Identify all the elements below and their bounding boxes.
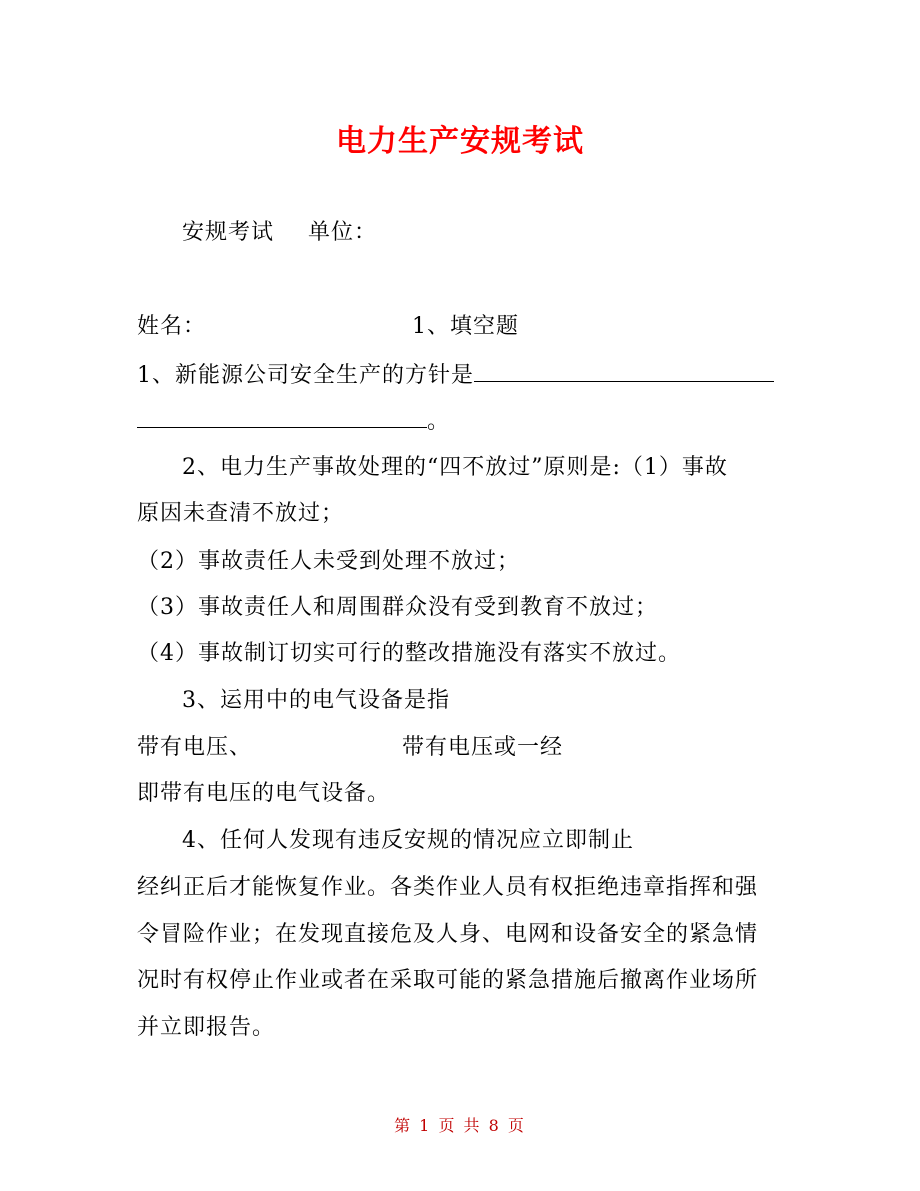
question-1 <box>137 359 774 391</box>
question-1-text: 1、新能源公司安全生产的方针是 <box>137 363 474 388</box>
question-3-part-b: 带有电压或一经 <box>402 735 564 760</box>
question-4-line-3: 令冒险作业；在发现直接危及人身、电网和设备安全的紧急情 <box>137 922 759 947</box>
unit-label: 单位： <box>308 220 378 245</box>
question-2-item-4: （4）事故制订切实可行的整改措施没有落实不放过。 <box>137 641 681 666</box>
question-2-intro: 2、电力生产事故处理的“四不放过”原则是:（1）事故 <box>182 455 728 480</box>
question-4-line-2: 经纠正后才能恢复作业。各类作业人员有权拒绝违章指挥和强 <box>137 875 759 900</box>
section-heading: 1、填空题 <box>412 314 519 339</box>
answer-blank-1b <box>137 405 427 428</box>
question-3-line-1: 3、运用中的电气设备是指 <box>182 688 450 713</box>
question-3-line-3: 即带有电压的电气设备。 <box>137 781 391 806</box>
exam-label: 安规考试 <box>182 220 275 245</box>
question-4-line-1: 4、任何人发现有违反安规的情况应立即制止 <box>182 828 634 853</box>
header-line <box>182 218 377 248</box>
question-1-end: 。 <box>427 409 451 434</box>
question-2-item-2: （2）事故责任人未受到处理不放过； <box>137 549 520 574</box>
page-footer: 第 1 页 共 8 页 <box>394 1116 526 1135</box>
question-2-intro-cont: 原因未查清不放过； <box>137 501 345 526</box>
question-2-item-3: （3）事故责任人和周围群众没有受到教育不放过； <box>137 595 658 620</box>
document-title: 电力生产安规考试 <box>336 124 584 159</box>
name-label: 姓名： <box>137 314 207 339</box>
question-4-line-4: 况时有权停止作业或者在采取可能的紧急措施后撤离作业场所 <box>137 968 759 993</box>
question-3-part-a: 带有电压、 <box>137 735 253 760</box>
question-4-line-5: 并立即报告。 <box>137 1015 276 1040</box>
question-1-continued <box>137 405 450 437</box>
answer-blank-1a <box>474 359 774 382</box>
